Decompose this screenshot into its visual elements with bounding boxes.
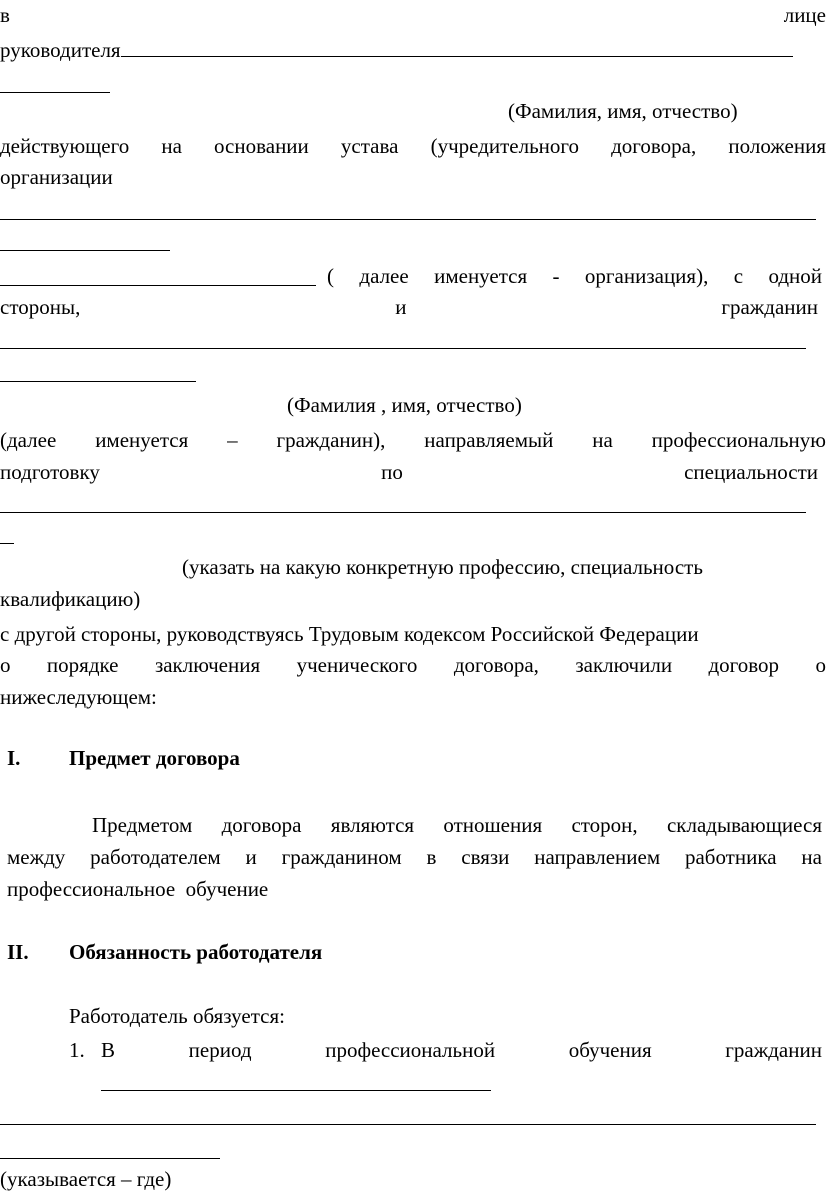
- word: договора,: [453, 653, 539, 677]
- word: договор: [708, 653, 780, 677]
- organization-blank: [0, 219, 816, 220]
- word: лице: [783, 3, 826, 27]
- word: договора: [221, 813, 302, 837]
- line-hereinafter-citizen: [0, 427, 826, 453]
- word: на: [161, 134, 182, 158]
- word: и: [245, 845, 257, 869]
- line-following: нижеследующем:: [0, 685, 157, 709]
- word: профессиональную: [651, 428, 826, 452]
- word: на: [801, 845, 822, 869]
- word: гражданин: [725, 1038, 822, 1062]
- word: по: [381, 460, 403, 484]
- location-blank: [0, 1124, 816, 1125]
- word: (далее: [0, 428, 57, 452]
- word: организация),: [584, 264, 709, 288]
- word: основании: [214, 134, 309, 158]
- word: о: [0, 653, 11, 677]
- manager-name-blank-continued: [0, 92, 110, 93]
- word: –: [227, 428, 238, 452]
- word: далее: [359, 264, 409, 288]
- organization-blank-2: [0, 285, 316, 286]
- word: гражданином: [281, 845, 402, 869]
- location-blank-continued: [0, 1158, 220, 1159]
- section-1-number: I.: [7, 746, 21, 770]
- word: ученического: [296, 653, 418, 677]
- section-2-title: Обязанность работодателя: [69, 940, 323, 964]
- word: о: [815, 653, 826, 677]
- word: профессиональной: [325, 1038, 496, 1062]
- word: с: [733, 264, 744, 288]
- word: специальности: [684, 460, 818, 484]
- line-qualification: [0, 586, 140, 612]
- line-procedure: [0, 652, 826, 678]
- section-1-title: Предмет договора: [69, 746, 240, 770]
- item-1-number: 1.: [69, 1038, 85, 1062]
- citizen-name-blank: [0, 348, 806, 349]
- manager-label: руководителя: [0, 38, 121, 62]
- word: связи: [461, 845, 510, 869]
- word: в: [0, 3, 10, 27]
- caption-specify-profession: (указать на какую конкретную профессию, специальность: [182, 555, 703, 579]
- line-training-specialty: [0, 459, 818, 485]
- word: на: [592, 428, 613, 452]
- word: обучения: [568, 1038, 652, 1062]
- manager-name-blank: [121, 36, 793, 57]
- line-sides-citizen: [0, 294, 818, 320]
- word: отношения: [443, 813, 543, 837]
- word: стороны,: [0, 295, 81, 319]
- employer-obliges: Работодатель обязуется:: [69, 1004, 285, 1028]
- word: порядке: [46, 653, 119, 677]
- word: заключения: [154, 653, 261, 677]
- line-other-side: с другой стороны, руководствуясь Трудовым кодексом Российской Федерации: [0, 622, 699, 646]
- word: квалификацию): [0, 587, 141, 611]
- section-1-text-line-1: [92, 812, 822, 838]
- line-organization: организации: [0, 165, 113, 189]
- word: гражданин: [721, 295, 818, 319]
- word: (: [327, 264, 334, 288]
- word: -: [552, 264, 560, 288]
- word: заключили: [575, 653, 673, 677]
- word: направляемый: [424, 428, 554, 452]
- word: действующего: [0, 134, 130, 158]
- line-manager: [0, 36, 793, 62]
- word: сторон,: [571, 813, 638, 837]
- section-2-number: II.: [7, 940, 29, 964]
- line-hereinafter-organization: [327, 263, 822, 289]
- word: и: [395, 295, 407, 319]
- word: работодателем: [90, 845, 221, 869]
- word: положения: [728, 134, 826, 158]
- word: Предметом: [92, 813, 193, 837]
- caption-where: (указывается – где): [0, 1167, 172, 1191]
- caption-full-name-manager: (Фамилия, имя, отчество): [508, 99, 738, 123]
- section-1-text-line-3: профессиональное обучение: [7, 877, 269, 901]
- word: В: [101, 1038, 116, 1062]
- organization-blank-continued: [0, 250, 170, 251]
- line-in-person: [0, 2, 826, 28]
- word: период: [188, 1038, 252, 1062]
- word: именуется: [95, 428, 189, 452]
- word: в: [426, 845, 437, 869]
- line-acting-basis: [0, 133, 826, 159]
- word: между: [7, 845, 66, 869]
- word: являются: [330, 813, 415, 837]
- specialty-blank-continued: [0, 543, 14, 544]
- item-1-text: [101, 1037, 822, 1063]
- word: работника: [684, 845, 777, 869]
- item-1-blank: [101, 1090, 491, 1091]
- word: направлением: [534, 845, 661, 869]
- word: (учредительного: [430, 134, 579, 158]
- word: договора,: [611, 134, 697, 158]
- word: именуется: [434, 264, 528, 288]
- section-1-text-line-2: [7, 844, 822, 870]
- citizen-name-blank-continued: [0, 381, 196, 382]
- word: устава: [340, 134, 399, 158]
- word: складывающиеся: [666, 813, 822, 837]
- word: подготовку: [0, 460, 100, 484]
- caption-full-name-citizen: (Фамилия , имя, отчество): [287, 393, 522, 417]
- specialty-blank: [0, 512, 806, 513]
- word: одной: [768, 264, 822, 288]
- word: гражданин),: [276, 428, 386, 452]
